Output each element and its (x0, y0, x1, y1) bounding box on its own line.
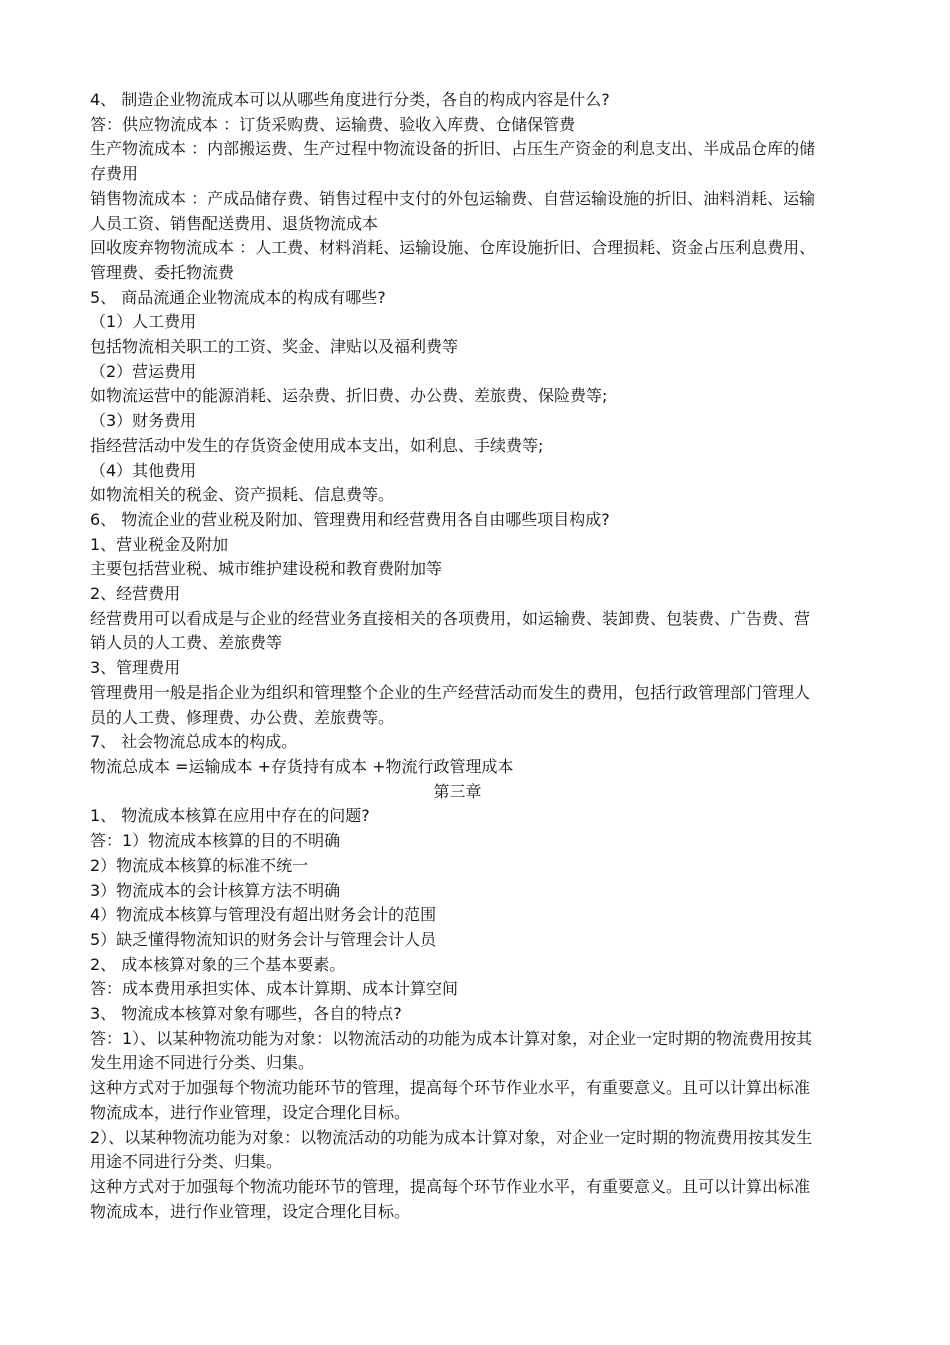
ch3-answer-3-1-note: 这种方式对于加强每个物流功能环节的管理，提高每个环节作业水平，有重要意义。且可以计算出标准物流成本，进行作业管理，设定合理化目标。 (90, 1078, 811, 1122)
item-financial-cost: （3）财务费用 (90, 411, 197, 431)
item-labor-cost: （1）人工费用 (90, 312, 197, 332)
financial-cost-desc: 指经营活动中发生的存货资金使用成本支出，如利息、手续费等; (90, 435, 544, 455)
item-other-cost: （4）其他费用 (90, 460, 197, 480)
document-page (90, 88, 825, 1224)
item-business-tax: 1、营业税金及附加 (90, 534, 229, 554)
recycling-cost: 回收废弃物物流成本 ：人工费、材料消耗、运输设施、仓库设施折旧、合理损耗、资金占压利息费用、管理费、委托物流费 (90, 238, 816, 282)
question-5: 5、 商品流通企业物流成本的构成有哪些? (90, 287, 386, 307)
chapter-heading: 第三章 (433, 781, 482, 801)
management-expense-desc: 管理费用一般是指企业为组织和管理整个企业的生产经营活动而发生的费用，包括行政管理部门管理人员的人工费、修理费、办公费、差旅费等。 (90, 682, 811, 727)
production-cost: 生产物流成本 ：内部搬运费、生产过程中物流设备的折旧、占压生产资金的利息支出、半成品仓库的储存费用 (90, 139, 816, 184)
question-7: 7、 社会物流总成本的构成。 (90, 732, 298, 752)
ch3-answer-3-2-note: 这种方式对于加强每个物流功能环节的管理，提高每个环节作业水平，有重要意义。且可以计算出标准物流成本，进行作业管理，设定合理化目标。 (90, 1176, 811, 1221)
answer-supply-cost: 答：供应物流成本 ：订货采购费、运输费、验收入库费、仓储保管费 (90, 114, 576, 134)
total-cost-formula: 物流总成本 =运输成本 +存货持有成本 +物流行政管理成本 (90, 756, 514, 776)
ch3-answer-2: 答：成本费用承担实体、成本计算期、成本计算空间 (90, 979, 459, 999)
ch3-answer-1-4: 4）物流成本核算与管理没有超出财务会计的范围 (90, 905, 437, 925)
ch3-question-2: 2、 成本核算对象的三个基本要素。 (90, 954, 346, 974)
item-operating-cost: （2）营运费用 (90, 361, 197, 381)
item-management-expense: 3、管理费用 (90, 658, 181, 678)
ch3-answer-1-5: 5）缺乏懂得物流知识的财务会计与管理会计人员 (90, 929, 437, 949)
labor-cost-desc: 包括物流相关职工的工资、奖金、津贴以及福利费等 (90, 337, 459, 357)
operating-expense-desc: 经营费用可以看成是与企业的经营业务直接相关的各项费用，如运输费、装卸费、包装费、广告费、营销人员的人工费、差旅费等 (90, 608, 811, 653)
ch3-answer-1-3: 3）物流成本的会计核算方法不明确 (90, 880, 341, 900)
ch3-answer-3-2: 2）、以某种物流功能为对象：以物流活动的功能为成本计算对象，对企业一定时期的物流费用按其发生用途不同进行分类、归集。 (90, 1127, 813, 1172)
ch3-answer-1-2: 2）物流成本核算的标准不统一 (90, 855, 309, 875)
business-tax-desc: 主要包括营业税、城市维护建设税和教育费附加等 (90, 559, 443, 579)
ch3-answer-3-1: 答：1）、以某种物流功能为对象：以物流活动的功能为成本计算对象，对企业一定时期的物流费用按其发生用途不同进行分类、归集。 (90, 1028, 813, 1073)
question-4: 4、 制造企业物流成本可以从哪些角度进行分类，各自的构成内容是什么? (90, 90, 610, 109)
item-operating-expense: 2、经营费用 (90, 584, 181, 604)
ch3-answer-1-1: 答：1）物流成本核算的目的不明确 (90, 831, 341, 851)
sales-cost: 销售物流成本 ：产成品储存费、销售过程中支付的外包运输费、自营运输设施的折旧、油料消耗、运输人员工资、销售配送费用、退货物流成本 (90, 188, 816, 233)
ch3-question-1: 1、 物流成本核算在应用中存在的问题? (90, 806, 370, 826)
operating-cost-desc: 如物流运营中的能源消耗、运杂费、折旧费、办公费、差旅费、保险费等; (90, 386, 608, 406)
question-6: 6、 物流企业的营业税及附加、管理费用和经营费用各自由哪些项目构成? (90, 509, 610, 529)
ch3-question-3: 3、 物流成本核算对象有哪些，各自的特点? (90, 1004, 402, 1024)
other-cost-desc: 如物流相关的税金、资产损耗、信息费等。 (90, 485, 395, 505)
